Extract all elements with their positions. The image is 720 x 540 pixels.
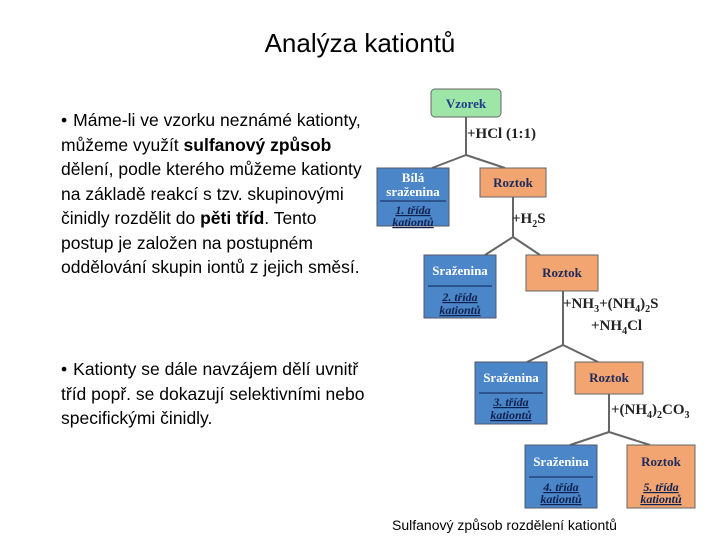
reagent-nh4cl: $+NH_4Cl$ [591, 318, 643, 337]
label-srazenina-3: Sraženina [483, 370, 539, 385]
label-class5: 5. třída [643, 480, 679, 494]
label-roztok-3: Roztok [589, 370, 629, 385]
bullet2-text: Kationty se dále navzájem dělí uvnitř tříd popř. se dokazují selektivními nebo specifickými činidly. [61, 359, 365, 428]
node-vzorek-label: Vzorek [445, 96, 487, 111]
label-roztok-4: Roztok [641, 454, 681, 469]
label-class4-kationtu: kationtů [540, 492, 582, 506]
bullet1-text-a: Máme-li ve vzorku neznámé kationty, můžeme využít [61, 110, 361, 155]
reagent-nh4-2co3: $+(NH_4)_2CO_3$ [611, 402, 690, 421]
reagent-nh3-nh4-2s: $+NH_3+(NH_4)_2S$ [563, 296, 659, 315]
bullet1-bold-method: sulfanový způsob [183, 134, 332, 155]
label-srazenina-2: Sraženina [432, 263, 488, 278]
label-srazenina-4: Sraženina [533, 454, 589, 469]
label-class1-kationtu: kationtů [392, 215, 434, 229]
bullet1-text-c: . Tento postup je založen na postupném oddělování skupin iontů z jejich směsí. [61, 208, 360, 277]
label-class3-kationtu: kationtů [490, 408, 532, 422]
label-srazenina-1: sraženina [386, 184, 440, 199]
label-roztok-2: Roztok [542, 265, 582, 280]
label-class2-kationtu: kationtů [439, 303, 481, 317]
label-bila: Bílá [401, 170, 425, 185]
label-class5-kationtu: kationtů [640, 492, 682, 506]
page-title: Analýza kationtů [264, 28, 456, 58]
bullet-marker: • [61, 359, 68, 379]
label-class1: 1. třída [395, 203, 431, 217]
label-class3: 3. třída [493, 395, 529, 409]
diagram-caption: Sulfanový způsob rozdělení kationtů [392, 517, 617, 533]
bullet1-text-b: dělení, podle kterého můžeme kationty na základě reakcí s tzv. skupinovými činidly rozdělit do [61, 159, 362, 228]
reagent-h2s: $+H_2S$ [512, 211, 546, 230]
label-class4: 4. třída [543, 480, 579, 494]
label-class2: 2. třída [442, 290, 478, 304]
bullet1-bold-classes: pěti tříd [200, 208, 265, 228]
reagent-hcl: +HCl (1:1) [467, 126, 536, 142]
label-roztok-1: Roztok [493, 175, 533, 190]
bullet-marker: • [61, 110, 68, 130]
